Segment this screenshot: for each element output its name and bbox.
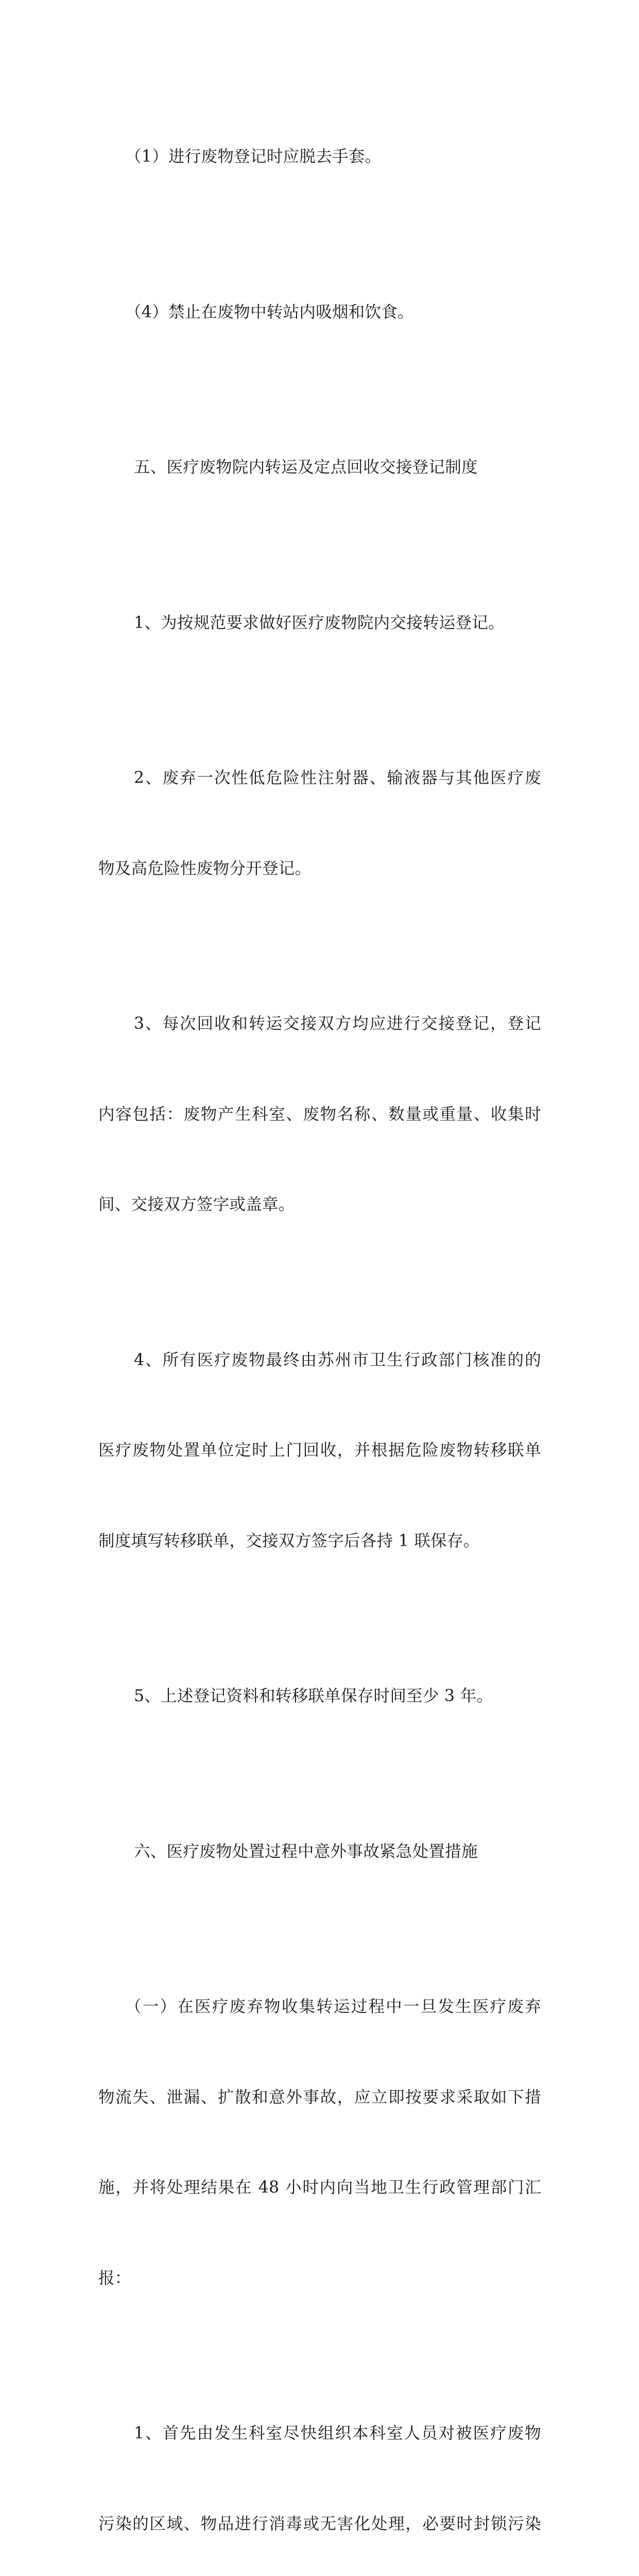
paragraph-6 bbox=[98, 948, 541, 1280]
paragraph-line: 3、每次回收和转运交接双方均应进行交接登记，登记 bbox=[134, 1014, 541, 1033]
paragraph-line: 1、首先由发生科室尽快组织本科室人员对被医疗废物 bbox=[134, 2424, 541, 2443]
section-heading-5 bbox=[98, 392, 541, 543]
paragraph-line: （1）进行废物登记时应脱去手套。 bbox=[125, 147, 382, 166]
paragraph-line: 医疗废物处置单位定时上门回收，并根据危险废物转移联单 bbox=[98, 1441, 541, 1460]
paragraph-8 bbox=[98, 1621, 541, 1772]
paragraph-line: 间、交接双方签字或盖章。 bbox=[98, 1195, 295, 1214]
paragraph-line: 2、废弃一次性低危险性注射器、输液器与其他医疗废 bbox=[134, 769, 541, 787]
paragraph-line: 报： bbox=[98, 2268, 131, 2287]
paragraph-line: 5、上述登记资料和转移联单保存时间至少 3 年。 bbox=[134, 1687, 493, 1705]
paragraph-11 bbox=[98, 2358, 541, 2576]
paragraph-line: 污染的区域、物品进行消毒或无害化处理，必要时封锁污染 bbox=[98, 2514, 541, 2533]
paragraph-line: 内容包括：废物产生科室、废物名称、数量或重量、收集时 bbox=[98, 1105, 541, 1124]
paragraph-7 bbox=[98, 1285, 541, 1617]
paragraph-line: 五、医疗废物院内转运及定点回收交接登记制度 bbox=[134, 458, 478, 477]
paragraph-line: 4、所有医疗废物最终由苏州市卫生行政部门核准的的 bbox=[134, 1350, 541, 1369]
paragraph-line: 制度填写转移联单，交接双方签字后各持 1 联保存。 bbox=[98, 1531, 480, 1550]
section-heading-6 bbox=[98, 1776, 541, 1927]
paragraph-1 bbox=[98, 81, 541, 232]
paragraph-10 bbox=[98, 1931, 541, 2353]
paragraph-line: 1、为按规范要求做好医疗废物院内交接转运登记。 bbox=[134, 613, 505, 632]
document-body bbox=[98, 81, 541, 2576]
paragraph-line: 物流失、泄漏、扩散和意外事故，应立即按要求采取如下措 bbox=[98, 2088, 541, 2107]
paragraph-5 bbox=[98, 703, 541, 944]
paragraph-line: 物及高危险性废物分开登记。 bbox=[98, 859, 312, 878]
paragraph-line: （一）在医疗废弃物收集转运过程中一旦发生医疗废弃 bbox=[125, 1997, 541, 2016]
paragraph-line: 施，并将处理结果在 48 小时内向当地卫生行政管理部门汇 bbox=[98, 2178, 541, 2197]
paragraph-line: （4）禁止在废物中转站内吸烟和饮食。 bbox=[125, 302, 414, 321]
paragraph-2 bbox=[98, 237, 541, 388]
paragraph-4 bbox=[98, 548, 541, 699]
paragraph-line: 六、医疗废物处置过程中意外事故紧急处置措施 bbox=[134, 1842, 478, 1861]
